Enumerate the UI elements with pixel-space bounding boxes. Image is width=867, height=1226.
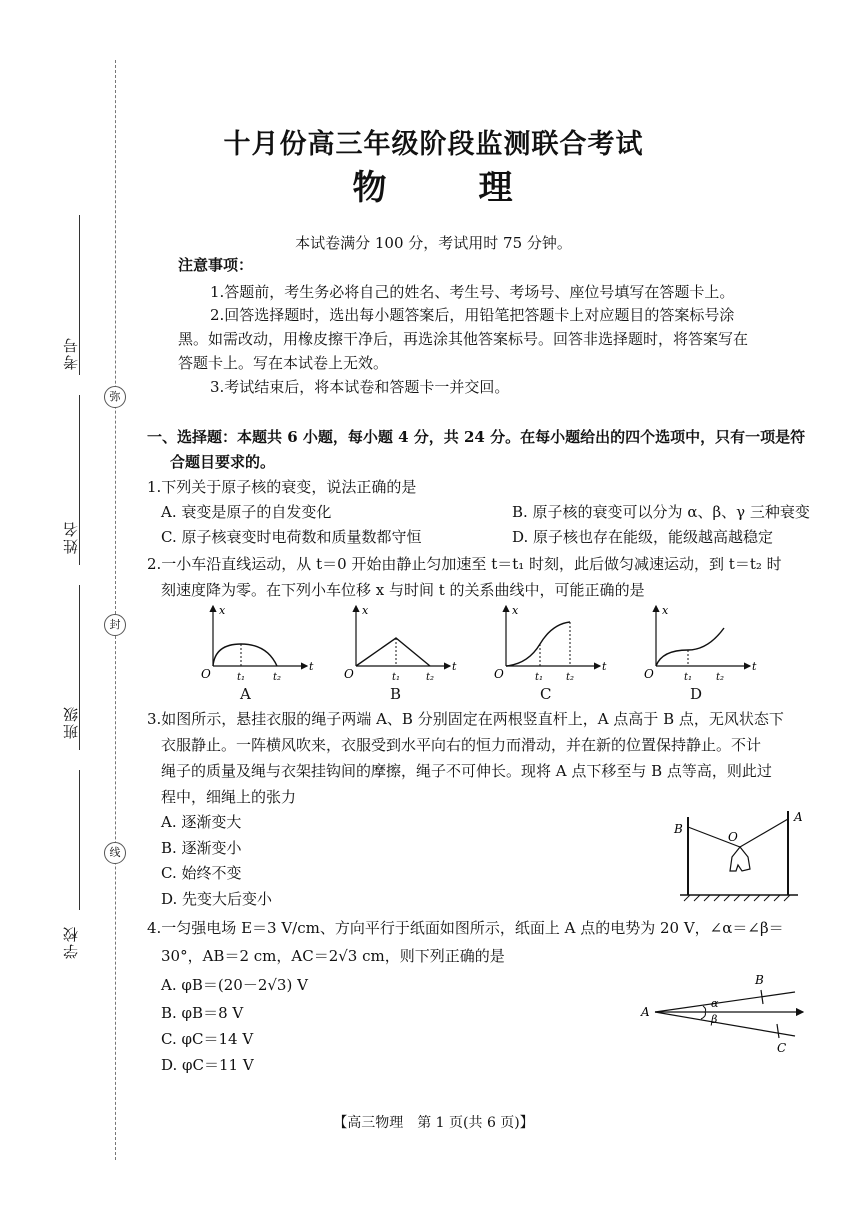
q2-c-t2: t₂: [566, 672, 575, 683]
q3-stem-1: 3.如图所示，悬挂衣服的绳子两端 A、B 分别固定在两根竖直杆上，A 点高于 B 点，无风状态下: [147, 710, 784, 728]
q3-fig-label-a: A: [794, 810, 803, 824]
q2-label-d: D: [690, 685, 703, 703]
q2-d-origin: O: [644, 667, 654, 681]
section-1-heading-cont: 合题目要求的。: [170, 453, 276, 471]
notice-item-2-cont: 黑。如需改动，用橡皮擦干净后，再选涂其他答案标号。回答非选择题时，将答案写在: [178, 330, 749, 348]
q3-stem-4: 程中，细绳上的张力: [161, 788, 297, 806]
q2-d-axis-t: t: [752, 660, 757, 673]
q4-figure: [635, 968, 810, 1058]
section-1-heading: 一、选择题：本题共 6 小题，每小题 4 分，共 24 分。在每小题给出的四个选项中，只有一项是符: [147, 428, 806, 446]
q2-a-t2: t₂: [273, 672, 282, 683]
q4-fig-label-a: A: [641, 1005, 650, 1019]
q2-b-axis-x: x: [362, 604, 369, 617]
notice-item-1: 1.答题前，考生务必将自己的姓名、考生号、考场号、座位号填写在答题卡上。: [210, 283, 735, 301]
line-class[interactable]: [79, 585, 80, 750]
q2-graph-a: [201, 604, 314, 683]
label-name: 姓名: [62, 520, 80, 554]
seal-xian: 线: [104, 842, 126, 864]
q3-option-b: B. 逐渐变小: [161, 839, 242, 857]
q1-option-c: C. 原子核衰变时电荷数和质量数都守恒: [161, 528, 422, 546]
subject-char-2: 理: [478, 168, 515, 208]
q2-c-origin: O: [494, 667, 504, 681]
notice-item-2: 2.回答选择题时，选出每小题答案后，用铅笔把答题卡上对应题目的答案标号涂: [210, 306, 735, 324]
q2-b-t1: t₁: [392, 672, 401, 683]
binding-dotted-line: [115, 60, 116, 1160]
line-name[interactable]: [79, 395, 80, 565]
q2-label-c: C: [540, 685, 552, 703]
q1-option-b: B. 原子核的衰变可以分为 α、β、γ 三种衰变: [512, 503, 810, 521]
q2-b-t2: t₂: [426, 672, 435, 683]
label-school: 学校: [62, 925, 80, 959]
q2-c-axis-x: x: [512, 604, 519, 617]
q2-graphs: [195, 600, 835, 685]
notice-item-3: 3.考试结束后，将本试卷和答题卡一并交回。: [210, 378, 510, 396]
q4-fig-label-c: C: [777, 1041, 787, 1055]
q2-b-axis-t: t: [452, 660, 457, 673]
notice-heading: 注意事项：: [178, 256, 254, 274]
q3-fig-label-b: B: [674, 822, 683, 836]
q2-c-t1: t₁: [535, 672, 544, 683]
q1-option-d: D. 原子核也存在能级，能级越高越稳定: [512, 528, 774, 546]
line-school[interactable]: [79, 770, 80, 910]
q4-stem-2: 30°，AB＝2 cm，AC＝2√3 cm，则下列正确的是: [161, 947, 505, 965]
notice-item-2-cont2: 答题卡上。写在本试卷上无效。: [178, 354, 389, 372]
q3-stem-3: 绳子的质量及绳与衣架挂钩间的摩擦，绳子不可伸长。现将 A 点下移至与 B 点等高，则此过: [161, 762, 772, 780]
q2-a-t1: t₁: [237, 672, 246, 683]
q4-fig-label-b: B: [755, 973, 764, 987]
q3-stem-2: 衣服静止。一阵横风吹来，衣服受到水平向右的恒力而滑动，并在新的位置保持静止。不计: [161, 736, 762, 754]
q4-option-a: A. φB＝(20－2√3) V: [161, 976, 308, 994]
q2-b-origin: O: [344, 667, 354, 681]
q4-option-d: D. φC＝11 V: [161, 1056, 254, 1074]
q3-option-d: D. 先变大后变小: [161, 890, 273, 908]
label-class: 班级: [62, 705, 80, 739]
q2-graph-b: [344, 604, 457, 683]
q2-d-axis-x: x: [662, 604, 669, 617]
q4-option-c: C. φC＝14 V: [161, 1030, 254, 1048]
q2-label-a: A: [240, 685, 251, 703]
q3-figure: [670, 805, 810, 905]
q2-a-axis-x: x: [219, 604, 226, 617]
q3-fig-label-o: O: [728, 830, 738, 844]
q4-stem-1: 4.一匀强电场 E＝3 V/cm、方向平行于纸面如图所示，纸面上 A 点的电势为 20 V，∠α＝∠β＝: [147, 919, 784, 937]
q2-a-origin: O: [201, 667, 211, 681]
q1-stem: 1.下列关于原子核的衰变，说法正确的是: [147, 478, 417, 496]
q3-option-c: C. 始终不变: [161, 864, 242, 882]
q3-option-a: A. 逐渐变大: [161, 813, 242, 831]
q2-stem-2: 刻速度降为零。在下列小车位移 x 与时间 t 的关系曲线中，可能正确的是: [161, 581, 645, 599]
label-exam-number: 考号: [62, 336, 80, 370]
q2-graph-d: [644, 604, 757, 683]
q2-graph-c: [494, 604, 607, 683]
subject-char-1: 物: [352, 168, 389, 208]
exam-info: 本试卷满分 100 分，考试用时 75 分钟。: [295, 234, 572, 252]
q2-stem-1: 2.一小车沿直线运动，从 t＝0 开始由静止匀加速至 t＝t₁ 时刻，此后做匀减速运动，到 t＝t₂ 时: [147, 555, 782, 573]
exam-title: 十月份高三年级阶段监测联合考试: [223, 129, 644, 160]
seal-feng: 封: [104, 614, 126, 636]
q4-fig-alpha: α: [711, 997, 719, 1010]
seal-mi: 弥: [104, 386, 126, 408]
q2-a-axis-t: t: [309, 660, 314, 673]
q4-fig-beta: β: [711, 1013, 718, 1026]
subject-title: [0, 160, 867, 209]
q2-c-axis-t: t: [602, 660, 607, 673]
page-footer: 【高三物理 第 1 页(共 6 页)】: [333, 1115, 534, 1131]
q2-d-t1: t₁: [684, 672, 693, 683]
q1-option-a: A. 衰变是原子的自发变化: [161, 503, 332, 521]
q2-label-b: B: [390, 685, 402, 703]
q2-d-t2: t₂: [716, 672, 725, 683]
q4-option-b: B. φB＝8 V: [161, 1004, 244, 1022]
